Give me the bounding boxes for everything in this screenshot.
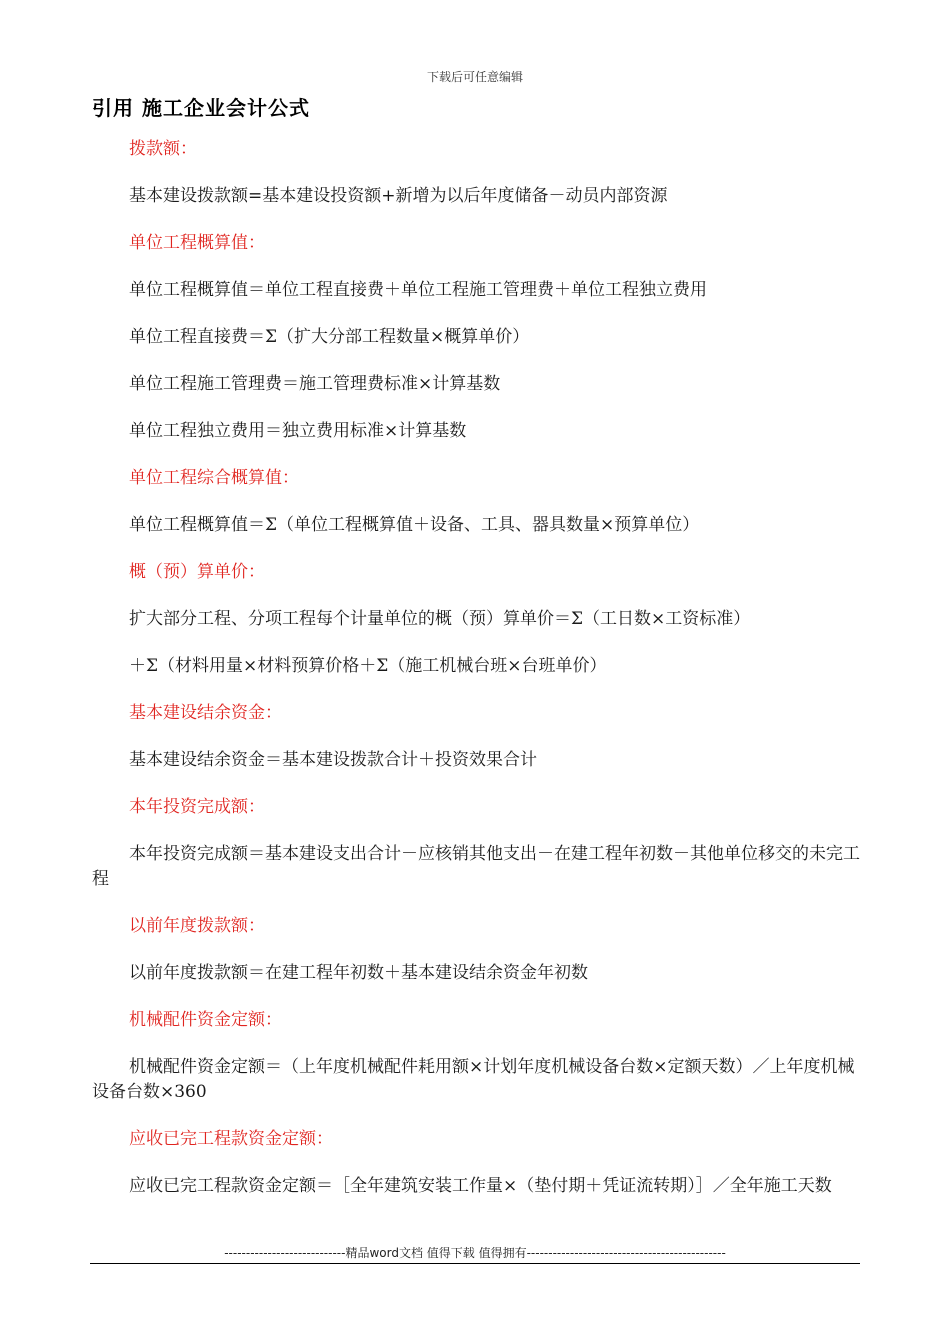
formula-paragraph: ＋Σ（材料用量×材料预算价格＋Σ（施工机械台班×台班单价） [129,656,607,676]
formula-paragraph: 扩大部分工程、分项工程每个计量单位的概（预）算单价＝Σ（工日数×工资标准） [129,609,751,629]
document-title: 引用 施工企业会计公式 [92,96,310,120]
formula-paragraph: 单位工程概算值＝Σ（单位工程概算值＋设备、工具、器具数量×预算单位） [129,515,700,535]
formula-paragraph: 单位工程直接费＝Σ（扩大分部工程数量×概算单价） [129,327,530,347]
formula-paragraph: 单位工程独立费用＝独立费用标准×计算基数 [129,421,467,441]
footer-note: ----------------------------精品word文档 值得下载 值得拥有---------------------------------------------- [224,1246,726,1260]
formula-paragraph: 单位工程施工管理费＝施工管理费标准×计算基数 [129,374,501,394]
formula-paragraph: 以前年度拨款额＝在建工程年初数＋基本建设结余资金年初数 [129,963,588,983]
section-heading: 拨款额： [129,139,197,159]
document-body [92,137,860,1221]
formula-paragraph: 应收已完工程款资金定额＝［全年建筑安装工作量×（垫付期＋凭证流转期）］／全年施工天数 [129,1176,832,1196]
section-heading: 以前年度拨款额： [129,916,265,936]
formula-paragraph: 基本建设拨款额=基本建设投资额+新增为以后年度储备－动员内部资源 [129,186,668,206]
section-heading: 概（预）算单价： [129,562,265,582]
section-heading: 单位工程综合概算值： [129,468,299,488]
section-heading: 本年投资完成额： [129,797,265,817]
formula-paragraph: 本年投资完成额＝基本建设支出合计－应核销其他支出－在建工程年初数－其他单位移交的未完工程 [92,844,860,889]
footer-divider [90,1263,860,1264]
section-heading: 单位工程概算值： [129,233,265,253]
header-note: 下载后可任意编辑 [426,70,523,84]
section-heading: 机械配件资金定额： [129,1010,282,1030]
formula-paragraph: 基本建设结余资金＝基本建设拨款合计＋投资效果合计 [129,750,537,770]
formula-paragraph: 机械配件资金定额＝（上年度机械配件耗用额×计划年度机械设备台数×定额天数）／上年度机械设备台数×360 [92,1057,855,1102]
section-heading: 应收已完工程款资金定额： [129,1129,333,1149]
section-heading: 基本建设结余资金： [129,703,282,723]
formula-paragraph: 单位工程概算值＝单位工程直接费＋单位工程施工管理费＋单位工程独立费用 [129,280,707,300]
